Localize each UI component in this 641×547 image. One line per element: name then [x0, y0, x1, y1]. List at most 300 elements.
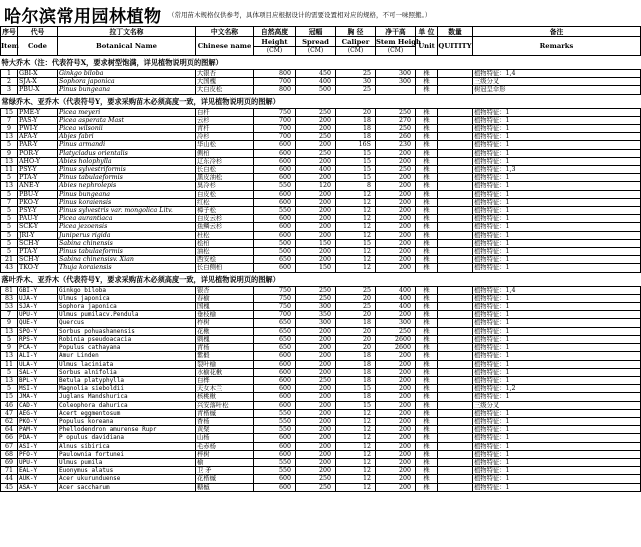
item-cell: 67: [1, 442, 18, 450]
table-row: [1, 166, 641, 174]
height-cell: 600: [254, 352, 296, 360]
height-cell: 550: [254, 182, 296, 190]
page-header: [0, 0, 640, 26]
unit-cell: 株: [416, 108, 438, 116]
unit-cell: 株: [416, 442, 438, 450]
remarks-cell: 植物特征：1: [473, 352, 641, 360]
remarks-cell: 植物特征：1: [473, 190, 641, 198]
spread-cell: 200: [296, 393, 336, 401]
spread-cell: 400: [296, 166, 336, 174]
unit-cell: 株: [416, 426, 438, 434]
unit-cell: 株: [416, 223, 438, 231]
botanical-name-cell: Picea jezoensis: [58, 223, 196, 231]
remarks-cell: 植物特征：1: [473, 311, 641, 319]
chinese-name-cell: 裂叶榆: [196, 360, 254, 368]
table-row: [1, 319, 641, 327]
chinese-name-cell: 长白侧柏: [196, 264, 254, 272]
code-cell: SAL-Y: [18, 368, 58, 376]
caliper-cell: 18: [336, 376, 376, 384]
chinese-name-cell: 白杆: [196, 108, 254, 116]
unit-cell: 株: [416, 311, 438, 319]
item-cell: 62: [1, 417, 18, 425]
header-cn: 中文名称: [196, 27, 254, 37]
item-cell: 13: [1, 133, 18, 141]
quantity-cell: [438, 157, 473, 165]
item-cell: 5: [1, 239, 18, 247]
height-cell: 600: [254, 393, 296, 401]
botanical-name-cell: Thuja koraiensis: [58, 264, 196, 272]
spread-cell: 120: [296, 182, 336, 190]
height-cell: 550: [254, 409, 296, 417]
stem-height-cell: 300: [376, 70, 416, 78]
caliper-cell: 12: [336, 248, 376, 256]
stem-height-cell: 200: [376, 215, 416, 223]
stem-height-cell: 250: [376, 166, 416, 174]
chinese-name-cell: 臭冷杉: [196, 182, 254, 190]
spread-cell: 300: [296, 303, 336, 311]
header-en: Item: [1, 37, 18, 56]
unit-cell: 株: [416, 182, 438, 190]
chinese-name-cell: 白桦: [196, 376, 254, 384]
caliper-cell: 25: [336, 286, 376, 294]
botanical-name-cell: Amur Linden: [58, 352, 196, 360]
chinese-name-cell: 糖槭: [196, 483, 254, 491]
unit-cell: 株: [416, 70, 438, 78]
table-row: [1, 311, 641, 319]
table-row: [1, 286, 641, 294]
caliper-cell: 12: [336, 434, 376, 442]
remarks-cell: 植物特征：1,4: [473, 70, 641, 78]
quantity-cell: [438, 215, 473, 223]
stem-height-cell: 200: [376, 352, 416, 360]
spread-cell: 400: [296, 78, 336, 86]
unit-cell: 株: [416, 475, 438, 483]
height-cell: 700: [254, 125, 296, 133]
remarks-cell: 植物特征：1: [473, 360, 641, 368]
caliper-cell: 20: [336, 108, 376, 116]
table-row: [1, 376, 641, 384]
stem-height-cell: 300: [376, 78, 416, 86]
unit-cell: 株: [416, 198, 438, 206]
remarks-cell: 植物特征：1: [473, 376, 641, 384]
height-cell: 650: [254, 256, 296, 264]
quantity-cell: [438, 426, 473, 434]
height-cell: 600: [254, 360, 296, 368]
item-cell: 13: [1, 157, 18, 165]
section-heading-row: [1, 56, 641, 70]
remarks-cell: 植物特征：1: [473, 303, 641, 311]
quantity-cell: [438, 327, 473, 335]
botanical-name-cell: Betula platyphylla: [58, 376, 196, 384]
chinese-name-cell: 青楷槭: [196, 409, 254, 417]
spread-cell: 250: [296, 475, 336, 483]
spread-cell: 200: [296, 426, 336, 434]
header-cn: 数量: [438, 27, 473, 37]
spread-cell: 200: [296, 335, 336, 343]
caliper-cell: 18: [336, 352, 376, 360]
height-cell: 600: [254, 434, 296, 442]
spread-cell: 200: [296, 467, 336, 475]
table-row: [1, 157, 641, 165]
chinese-name-cell: 毛赤杨: [196, 442, 254, 450]
botanical-name-cell: Picea asperata Mast: [58, 116, 196, 124]
code-cell: PWI-Y: [18, 125, 58, 133]
height-cell: 600: [254, 264, 296, 272]
table-row: [1, 174, 641, 182]
height-cell: 600: [254, 141, 296, 149]
code-cell: PAS-Y: [18, 116, 58, 124]
stem-height-cell: 270: [376, 116, 416, 124]
table-row: [1, 417, 641, 425]
caliper-cell: 18: [336, 125, 376, 133]
header-unit: (CM): [336, 47, 376, 56]
height-cell: 600: [254, 231, 296, 239]
spread-cell: 200: [296, 385, 336, 393]
code-cell: PSY-Y: [18, 207, 58, 215]
height-cell: 700: [254, 116, 296, 124]
code-cell: POR-Y: [18, 149, 58, 157]
caliper-cell: 12: [336, 442, 376, 450]
botanical-name-cell: Picea meyeri: [58, 108, 196, 116]
remarks-cell: 植物特征：1: [473, 475, 641, 483]
stem-height-cell: 2600: [376, 335, 416, 343]
caliper-cell: 12: [336, 409, 376, 417]
quantity-cell: [438, 86, 473, 94]
unit-cell: 株: [416, 319, 438, 327]
stem-height-cell: 250: [376, 327, 416, 335]
botanical-name-cell: Populus koreana: [58, 417, 196, 425]
remarks-cell: 植物特征：1: [473, 207, 641, 215]
remarks-cell: 植物特征：1: [473, 417, 641, 425]
spread-cell: 200: [296, 198, 336, 206]
unit-cell: 株: [416, 78, 438, 86]
unit-cell: 株: [416, 376, 438, 384]
botanical-name-cell: Populus cathayana: [58, 344, 196, 352]
item-cell: 13: [1, 376, 18, 384]
item-cell: 5: [1, 207, 18, 215]
chinese-name-cell: 紫椴: [196, 352, 254, 360]
stem-height-cell: 200: [376, 311, 416, 319]
remarks-cell: 植物特征：1: [473, 174, 641, 182]
table-row: [1, 141, 641, 149]
item-cell: 69: [1, 458, 18, 466]
stem-height-cell: 200: [376, 239, 416, 247]
unit-cell: 株: [416, 385, 438, 393]
caliper-cell: 20: [336, 327, 376, 335]
chinese-name-cell: 青杆: [196, 125, 254, 133]
spread-cell: 200: [296, 442, 336, 450]
caliper-cell: 30: [336, 78, 376, 86]
caliper-cell: 15: [336, 174, 376, 182]
spread-cell: 200: [296, 409, 336, 417]
item-cell: 2: [1, 78, 18, 86]
item-cell: 64: [1, 426, 18, 434]
table-row: [1, 86, 641, 94]
botanical-name-cell: Ulmus laciniata: [58, 360, 196, 368]
remarks-cell: 植物特征：1: [473, 442, 641, 450]
table-row: [1, 344, 641, 352]
section-heading: 落叶乔木、亚乔木（代表符号Y，要求采购苗木必须高度一致，详见植物说明页的图解）: [1, 272, 641, 286]
quantity-cell: [438, 401, 473, 409]
caliper-cell: 18: [336, 360, 376, 368]
stem-height-cell: 400: [376, 294, 416, 302]
spread-cell: 250: [296, 294, 336, 302]
header-cn: 冠幅: [296, 27, 336, 37]
item-cell: 44: [1, 475, 18, 483]
header-cn: 拉丁文名称: [58, 27, 196, 37]
code-cell: RPS-Y: [18, 335, 58, 343]
botanical-name-cell: Abjes fabri: [58, 133, 196, 141]
botanical-name-cell: Sophora japonica: [58, 303, 196, 311]
spread-cell: 200: [296, 231, 336, 239]
item-cell: 5: [1, 141, 18, 149]
caliper-cell: 20: [336, 344, 376, 352]
unit-cell: 株: [416, 401, 438, 409]
table-row: [1, 294, 641, 302]
table-row: [1, 70, 641, 78]
item-cell: 5: [1, 223, 18, 231]
height-cell: 600: [254, 190, 296, 198]
item-cell: 43: [1, 264, 18, 272]
unit-cell: 株: [416, 125, 438, 133]
botanical-name-cell: Sophora japonica: [58, 78, 196, 86]
quantity-cell: [438, 294, 473, 302]
chinese-name-cell: 卫 矛: [196, 467, 254, 475]
spread-cell: 200: [296, 360, 336, 368]
page-note: （常用苗木规格仅供参考，具体项目应根据设计的需要设置相对应的规格，不可一味照搬。）: [168, 11, 432, 19]
spread-cell: 300: [296, 319, 336, 327]
table-row: [1, 409, 641, 417]
remarks-cell: 三级分叉: [473, 401, 641, 409]
header-unit: (CM): [296, 47, 336, 56]
code-cell: PKO-Y: [18, 198, 58, 206]
remarks-cell: 植物特征：1: [473, 483, 641, 491]
unit-cell: 株: [416, 352, 438, 360]
chinese-name-cell: 白皮松: [196, 190, 254, 198]
chinese-name-cell: 刺槐: [196, 335, 254, 343]
quantity-cell: [438, 264, 473, 272]
height-cell: 600: [254, 166, 296, 174]
item-cell: 53: [1, 303, 18, 311]
code-cell: AEG-Y: [18, 409, 58, 417]
unit-cell: 株: [416, 344, 438, 352]
caliper-cell: 18: [336, 319, 376, 327]
botanical-name-cell: Sorbus alnifolia: [58, 368, 196, 376]
height-cell: 650: [254, 327, 296, 335]
header-en: QUITITY: [438, 37, 473, 56]
quantity-cell: [438, 174, 473, 182]
height-cell: 550: [254, 467, 296, 475]
header-en: Code: [18, 37, 58, 56]
code-cell: SCK-Y: [18, 223, 58, 231]
code-cell: ANE-Y: [18, 182, 58, 190]
chinese-name-cell: 国槐: [196, 303, 254, 311]
table-row: [1, 256, 641, 264]
table-row: [1, 125, 641, 133]
height-cell: 750: [254, 294, 296, 302]
stem-height-cell: 200: [376, 409, 416, 417]
table-row: [1, 401, 641, 409]
code-cell: ULA-Y: [18, 360, 58, 368]
remarks-cell: 树冠呈伞形: [473, 86, 641, 94]
code-cell: PDA-Y: [18, 434, 58, 442]
stem-height-cell: 200: [376, 401, 416, 409]
spread-cell: 250: [296, 133, 336, 141]
remarks-cell: 植物特征：1: [473, 108, 641, 116]
unit-cell: 株: [416, 86, 438, 94]
caliper-cell: 12: [336, 458, 376, 466]
code-cell: GBI-X: [18, 70, 58, 78]
header-en: Stem Heigh: [376, 37, 421, 46]
item-cell: 13: [1, 327, 18, 335]
unit-cell: 株: [416, 409, 438, 417]
stem-height-cell: 250: [376, 108, 416, 116]
code-cell: SCH-Y: [18, 239, 58, 247]
unit-cell: 株: [416, 116, 438, 124]
height-cell: 550: [254, 426, 296, 434]
quantity-cell: [438, 311, 473, 319]
remarks-cell: 植物特征：1: [473, 133, 641, 141]
quantity-cell: [438, 182, 473, 190]
table-row: [1, 483, 641, 491]
stem-height-cell: 200: [376, 190, 416, 198]
stem-height-cell: 200: [376, 231, 416, 239]
code-cell: UPU-Y: [18, 311, 58, 319]
caliper-cell: 15: [336, 157, 376, 165]
unit-cell: 株: [416, 327, 438, 335]
spread-cell: 200: [296, 141, 336, 149]
table-row: [1, 239, 641, 247]
item-cell: 46: [1, 401, 18, 409]
unit-cell: 株: [416, 286, 438, 294]
item-cell: 9: [1, 344, 18, 352]
item-cell: 1: [1, 70, 18, 78]
remarks-cell: 植物特征：1: [473, 368, 641, 376]
code-cell: QUE-Y: [18, 319, 58, 327]
height-cell: 550: [254, 417, 296, 425]
quantity-cell: [438, 207, 473, 215]
caliper-cell: 15: [336, 239, 376, 247]
height-cell: 600: [254, 174, 296, 182]
remarks-cell: 植物特征：1: [473, 426, 641, 434]
quantity-cell: [438, 198, 473, 206]
item-cell: 45: [1, 483, 18, 491]
chinese-name-cell: 樟子松: [196, 207, 254, 215]
chinese-name-cell: 水榆花楸: [196, 368, 254, 376]
chinese-name-cell: 柞树: [196, 319, 254, 327]
remarks-cell: 植物特征：1: [473, 450, 641, 458]
spread-cell: 200: [296, 256, 336, 264]
botanical-name-cell: Euonymus alatus: [58, 467, 196, 475]
chinese-name-cell: 山杨: [196, 434, 254, 442]
caliper-cell: 20: [336, 335, 376, 343]
code-cell: PFO-Y: [18, 450, 58, 458]
item-cell: 7: [1, 311, 18, 319]
header-cn: 备注: [473, 27, 641, 37]
header-en: Chinese name: [196, 37, 254, 56]
spread-cell: 200: [296, 248, 336, 256]
table-row: [1, 458, 641, 466]
spread-cell: 200: [296, 401, 336, 409]
code-cell: JMA-Y: [18, 393, 58, 401]
spread-cell: 200: [296, 458, 336, 466]
code-cell: SJA-X: [18, 78, 58, 86]
quantity-cell: [438, 116, 473, 124]
height-cell: 600: [254, 215, 296, 223]
botanical-name-cell: Acert eggmentosum: [58, 409, 196, 417]
botanical-name-cell: Sabina chinensis: [58, 239, 196, 247]
code-cell: PKO-Y: [18, 417, 58, 425]
remarks-cell: 植物特征：1: [473, 264, 641, 272]
stem-height-cell: 230: [376, 141, 416, 149]
caliper-cell: 25: [336, 70, 376, 78]
table-row: [1, 442, 641, 450]
quantity-cell: [438, 393, 473, 401]
remarks-cell: 三级分叉: [473, 78, 641, 86]
spread-cell: 200: [296, 174, 336, 182]
table-row: [1, 385, 641, 393]
caliper-cell: 25: [336, 303, 376, 311]
caliper-cell: 12: [336, 483, 376, 491]
unit-cell: 株: [416, 231, 438, 239]
unit-cell: 株: [416, 133, 438, 141]
caliper-cell: 12: [336, 190, 376, 198]
code-cell: MSI-Y: [18, 385, 58, 393]
plant-table: [0, 26, 641, 492]
caliper-cell: 12: [336, 417, 376, 425]
header-en: Caliper: [336, 37, 376, 47]
stem-height-cell: 200: [376, 385, 416, 393]
botanical-name-cell: Juniperus rigida: [58, 231, 196, 239]
spread-cell: 200: [296, 344, 336, 352]
quantity-cell: [438, 483, 473, 491]
item-cell: 5: [1, 231, 18, 239]
spread-cell: 250: [296, 149, 336, 157]
header-row-en: [1, 37, 641, 47]
item-cell: 47: [1, 409, 18, 417]
stem-height-cell: 400: [376, 303, 416, 311]
quantity-cell: [438, 352, 473, 360]
caliper-cell: 15: [336, 149, 376, 157]
chinese-name-cell: 兴安落叶松: [196, 401, 254, 409]
height-cell: 600: [254, 442, 296, 450]
unit-cell: 株: [416, 417, 438, 425]
remarks-cell: 植物特征：1: [473, 294, 641, 302]
item-cell: 68: [1, 450, 18, 458]
quantity-cell: [438, 458, 473, 466]
quantity-cell: [438, 475, 473, 483]
spread-cell: 250: [296, 286, 336, 294]
quantity-cell: [438, 231, 473, 239]
height-cell: 800: [254, 70, 296, 78]
remarks-cell: 植物特征：1: [473, 335, 641, 343]
spread-cell: 200: [296, 190, 336, 198]
unit-cell: 株: [416, 368, 438, 376]
code-cell: PBU-Y: [18, 190, 58, 198]
chinese-name-cell: 黑皮油松: [196, 174, 254, 182]
botanical-name-cell: Pinus armandi: [58, 141, 196, 149]
chinese-name-cell: 花楸: [196, 327, 254, 335]
section-heading-row: [1, 94, 641, 108]
table-row: [1, 335, 641, 343]
botanical-name-cell: Pinus bungeana: [58, 190, 196, 198]
stem-height-cell: 200: [376, 256, 416, 264]
spread-cell: 500: [296, 86, 336, 94]
section-heading: 常绿乔木、亚乔木（代表符号Y，要求采购苗木必须高度一致，详见植物说明页的图解）: [1, 94, 641, 108]
stem-height-cell: 200: [376, 360, 416, 368]
header-cn: 自然高度: [254, 27, 296, 37]
code-cell: UPU-Y: [18, 458, 58, 466]
